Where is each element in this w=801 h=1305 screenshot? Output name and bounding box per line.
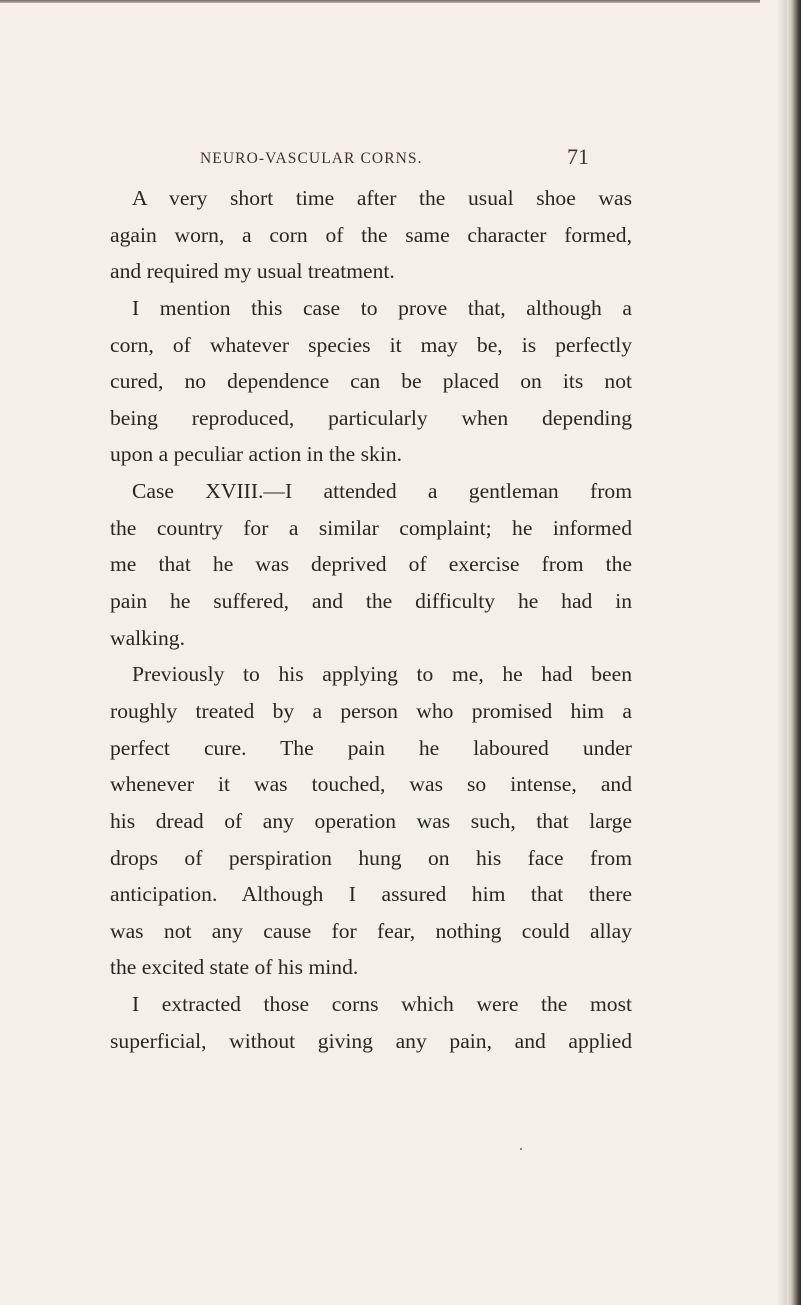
binding-shadow xyxy=(777,0,787,1305)
text-line: being reproduced, particularly when depending xyxy=(110,405,632,430)
page-right-edge xyxy=(787,0,801,1305)
text-line: Previously to his applying to me, he had been xyxy=(132,662,632,687)
text-line: roughly treated by a person who promised him a xyxy=(110,698,632,723)
text-line: whenever it was touched, was so intense, and xyxy=(110,772,632,797)
text-line: pain he suffered, and the difficulty he had in xyxy=(110,589,632,614)
text-line: his dread of any operation was such, that large xyxy=(110,808,632,833)
paper-speck xyxy=(520,1148,522,1150)
text-line: again worn, a corn of the same character formed, xyxy=(110,222,632,247)
text-line: perfect cure. The pain he laboured under xyxy=(110,735,632,760)
running-head: NEURO-VASCULAR CORNS. xyxy=(200,150,423,167)
text-line: A very short time after the usual shoe was xyxy=(132,186,632,210)
text-line: and required my usual treatment. xyxy=(110,259,395,284)
text-line: the excited state of his mind. xyxy=(110,955,359,980)
text-line: walking. xyxy=(110,625,185,650)
text-line: superficial, without giving any pain, and applied xyxy=(110,1028,632,1053)
text-line: I extracted those corns which were the most xyxy=(132,992,632,1017)
text-line: me that he was deprived of exercise from the xyxy=(110,552,632,577)
text-line: upon a peculiar action in the skin. xyxy=(110,442,403,467)
page-top-edge xyxy=(0,0,760,3)
text-line: drops of perspiration hung on his face from xyxy=(110,845,632,870)
text-line: cured, no dependence can be placed on its not xyxy=(110,369,632,394)
page-number: 71 xyxy=(567,144,589,169)
page-header xyxy=(200,146,600,176)
text-line: Case XVIII.—I attended a gentleman from xyxy=(132,479,632,504)
text-line: the country for a similar complaint; he informed xyxy=(110,515,632,540)
text-line: corn, of whatever species it may be, is perfectly xyxy=(110,332,632,357)
text-line: anticipation. Although I assured him that there xyxy=(110,882,632,907)
text-line: I mention this case to prove that, although a xyxy=(132,295,632,320)
text-line: was not any cause for fear, nothing could allay xyxy=(110,918,632,943)
body-text xyxy=(110,180,632,1059)
